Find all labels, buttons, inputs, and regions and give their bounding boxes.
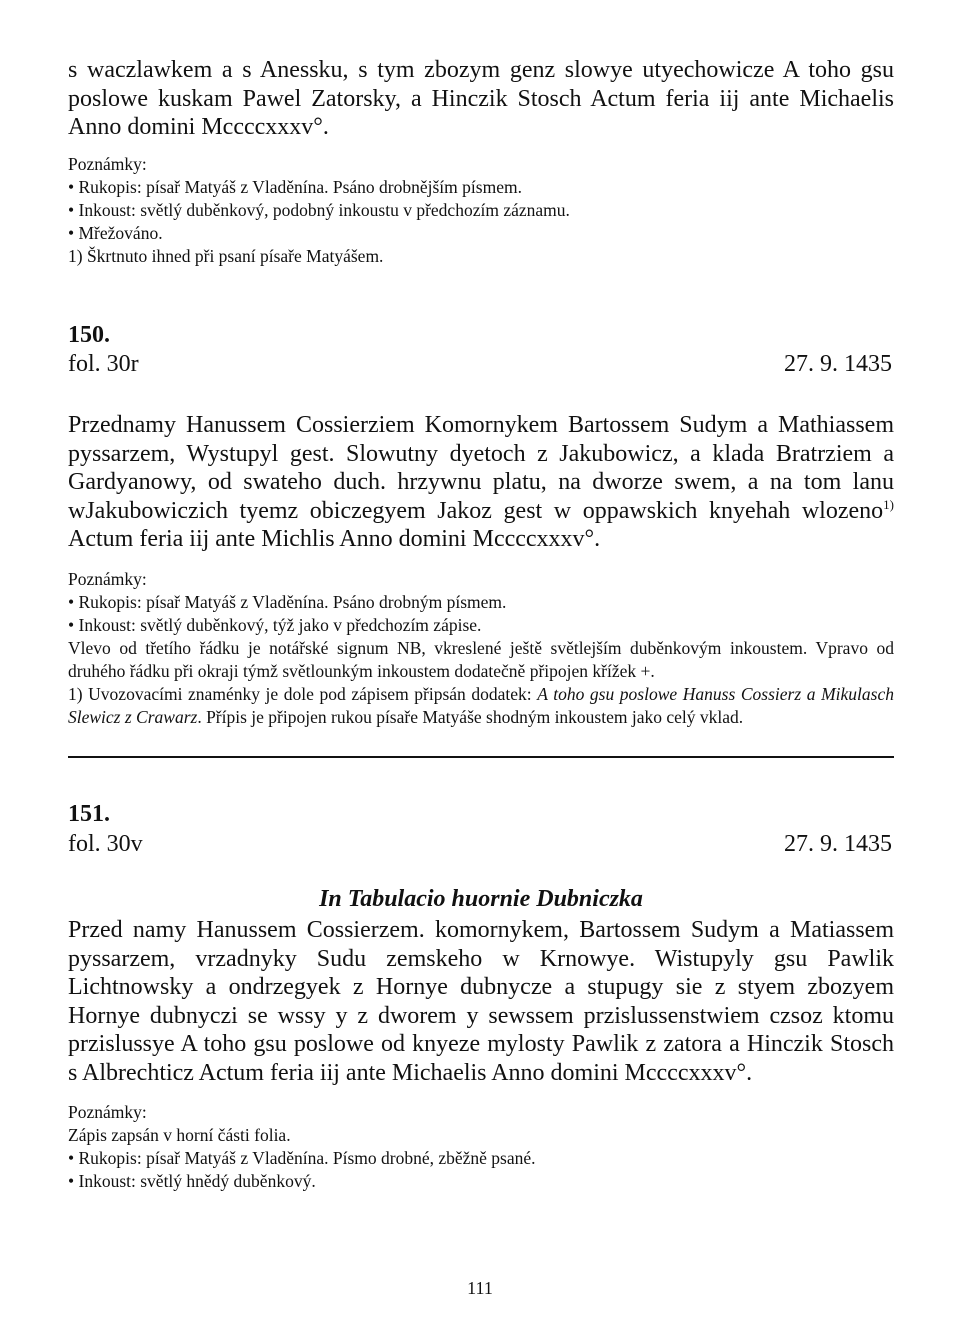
continued-entry-text: s waczlawkem a s Anessku, s tym zbozym genz slowye utyechowicze A toho gsu poslowe kuskam Pawel Zatorsky, a Hinczik Stosch Actum feria iij ante Michaelis Anno domini Mccccxxxv°. xyxy=(68,57,894,140)
entry-text-tail: Actum feria iij ante Michlis Anno domini Mccccxxxv°. xyxy=(68,526,601,552)
entry-number: 151. xyxy=(68,801,110,827)
footnote-mark: 1) xyxy=(883,496,894,512)
note-line: • Mřežováno. xyxy=(68,223,163,243)
note-line: • Rukopis: písař Matyáš z Vladěnína. Psáno drobným písmem. xyxy=(68,592,507,612)
notes-heading: Poznámky: xyxy=(68,569,147,589)
entry-text xyxy=(68,411,894,554)
entry-number: 150. xyxy=(68,322,110,348)
note-line: • Inkoust: světlý duběnkový, podobný inkoustu v předchozím záznamu. xyxy=(68,200,570,220)
top-notes xyxy=(68,153,894,268)
entry-notes xyxy=(68,568,894,729)
entry-notes xyxy=(68,1101,894,1193)
folio-label: fol. 30v xyxy=(68,831,143,857)
note-line: • Inkoust: světlý hnědý duběnkový. xyxy=(68,1171,316,1191)
note-line: Zápis zapsán v horní části folia. xyxy=(68,1125,291,1145)
note-line xyxy=(68,683,894,729)
entry-text: Przed namy Hanussem Cossierzem. komornykem, Bartossem Sudym a Matiassem pyssarzem, vrzadnyky Sudu zemskeho w Krnowye. Wistupyly gsu Pawlik Lichtnowsky a ondrzegyek z Hornye dubnycze a stupugy sie z styem zbozyem Hornye dubnyczi se wssy y z dworem y sewssem przislussenstwiem czsoz ktomu przislussye A toho gsu poslowe od knyeze mylosty Pawlik z zatora a Hinczik Stosch s Albrechticz Actum feria iij ante Michaelis Anno domini Mccccxxxv°. xyxy=(68,917,894,1086)
section-divider xyxy=(68,756,894,758)
note-text: 1) Uvozovacími znaménky je dole pod zápisem připsán dodatek: xyxy=(68,684,538,704)
notes-heading: Poznámky: xyxy=(68,154,147,174)
notes-heading: Poznámky: xyxy=(68,1102,147,1122)
note-italic-quote: A toho gsu poslowe Hanuss Cossierz a Mikulasch Slewicz z Crawarz xyxy=(68,684,894,727)
entry-date: 27. 9. 1435 xyxy=(784,351,892,377)
note-line: • Rukopis: písař Matyáš z Vladěnína. Psáno drobnějším písmem. xyxy=(68,177,522,197)
note-line: 1) Škrtnuto ihned při psaní písaře Matyášem. xyxy=(68,246,384,266)
entry-heading: In Tabulacio huornie Dubniczka xyxy=(319,886,643,912)
entry-text-main: Przednamy Hanussem Cossierziem Komornykem Bartossem Sudym a Mathiassem pyssarzem, Wystupyl gest. Slowutny dyetoch z Jakubowicz, a klada Bratrziem a Gardyanowy, od swateho duch. hrzywnu platu, na dworze swem, a na tom lanu wJakubowiczich tyemz obiczegyem Jakoz gest w oppawskich knyehah wlozeno xyxy=(68,412,894,524)
folio-label: fol. 30r xyxy=(68,351,139,377)
entry-date: 27. 9. 1435 xyxy=(784,831,892,857)
note-line: • Inkoust: světlý duběnkový, týž jako v předchozím zápise. xyxy=(68,615,482,635)
note-line: Vlevo od třetího řádku je notářské signum NB, vkreslené ještě světlejším duběnkovým inkoustem. Vpravo od druhého řádku při okraji týmž světlounkým inkoustem dodatečně připojen křížek +. xyxy=(68,638,894,681)
note-line: • Rukopis: písař Matyáš z Vladěnína. Písmo drobné, zběžně psané. xyxy=(68,1148,536,1168)
note-text: . Přípis je připojen rukou písaře Matyáše shodným inkoustem jako celý vklad. xyxy=(197,707,744,727)
page-number: 111 xyxy=(467,1278,493,1298)
